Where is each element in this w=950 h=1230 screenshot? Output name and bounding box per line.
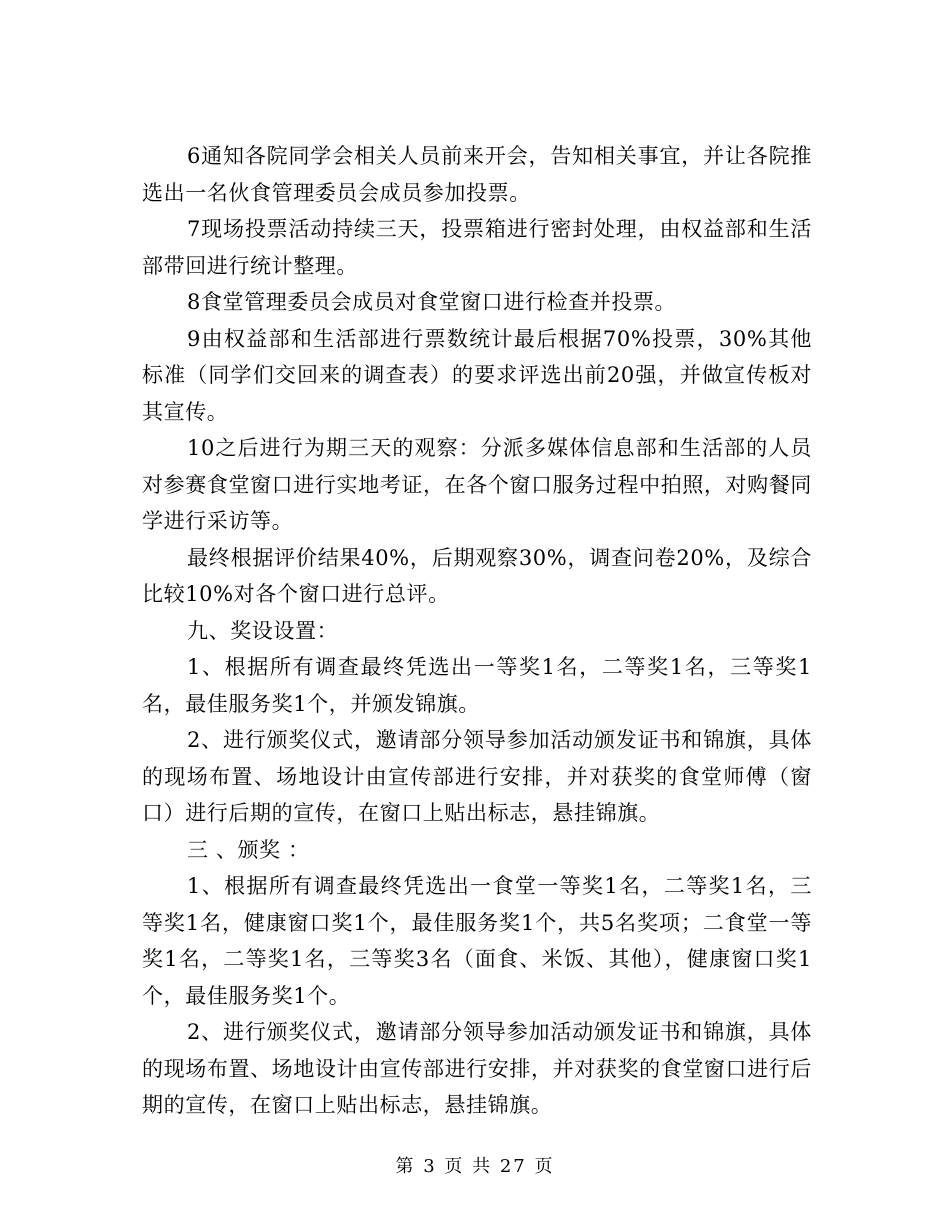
paragraph-step-8: 8食堂管理委员会成员对食堂窗口进行检查并投票。 bbox=[187, 290, 677, 314]
page-number-footer: 第 3 页 共 27 页 bbox=[395, 1156, 555, 1177]
section-heading-awards-setup: 九、奖设设置： bbox=[187, 618, 339, 643]
paragraph-step-10: 10之后进行为期三天的观察：分派多媒体信息部和生活部的人员对参赛食堂窗口进行实地考证，在各个窗口服务过程中拍照，对购餐同学进行采访等。 bbox=[142, 436, 812, 533]
section-heading-award-ceremony: 三 、颁奖 ： bbox=[187, 837, 310, 862]
paragraph-step-9: 9由权益部和生活部进行票数统计最后根据70%投票，30%其他标准（同学们交回来的调查表）的要求评选出前20强，并做宣传板对其宣传。 bbox=[142, 326, 812, 424]
paragraph-ceremony-1: 1、根据所有调查最终凭选出一食堂一等奖1名，二等奖1名，三等奖1名，健康窗口奖1个，最佳服务奖1个，共5名奖项；二食堂一等奖1名，二等奖1名，三等奖3名（面食、米饭、其他），健康窗口奖1个，最佳服务奖1个。 bbox=[142, 874, 812, 1008]
paragraph-step-7: 7现场投票活动持续三天，投票箱进行密封处理，由权益部和生活部带回进行统计整理。 bbox=[142, 217, 812, 278]
paragraph-final-evaluation: 最终根据评价结果40%，后期观察30%，调查问卷20%，及综合比较10%对各个窗口进行总评。 bbox=[142, 545, 812, 606]
paragraph-awards-2: 2、进行颁奖仪式，邀请部分领导参加活动颁发证书和锦旗，具体的现场布置、场地设计由宣传部进行安排，并对获奖的食堂师傅（窗口）进行后期的宣传，在窗口上贴出标志，悬挂锦旗。 bbox=[142, 728, 812, 825]
paragraph-ceremony-2: 2、进行颁奖仪式，邀请部分领导参加活动颁发证书和锦旗，具体的现场布置、场地设计由宣传部进行安排，并对获奖的食堂窗口进行后期的宣传，在窗口上贴出标志，悬挂锦旗。 bbox=[142, 1020, 812, 1117]
paragraph-step-6: 6通知各院同学会相关人员前来开会，告知相关事宜，并让各院推选出一名伙食管理委员会成员参加投票。 bbox=[142, 144, 812, 205]
document-body bbox=[142, 138, 812, 1124]
paragraph-awards-1: 1、根据所有调查最终凭选出一等奖1名，二等奖1名，三等奖1名，最佳服务奖1个，并颁发锦旗。 bbox=[142, 655, 812, 716]
